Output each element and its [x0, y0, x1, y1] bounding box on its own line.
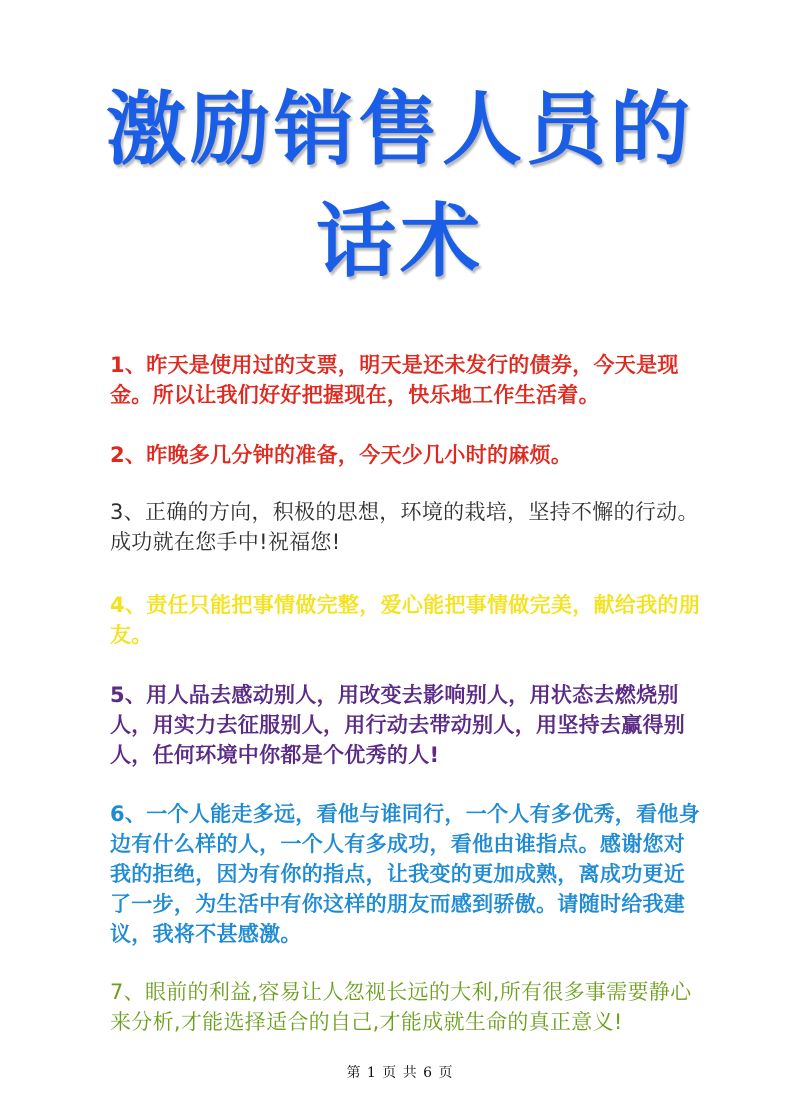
- document-title-line-2: 话术: [316, 195, 484, 288]
- paragraph-7: 7、眼前的利益,容易让人忽视长远的大利,所有很多事需要静心来分析,才能选择适合的自己,才能成就生命的真正意义!: [110, 980, 692, 1034]
- paragraph-6: 6、一个人能走多远，看他与谁同行，一个人有多优秀，看他身边有什么样的人，一个人有多成功，看他由谁指点。感谢您对我的拒绝，因为有你的指点，让我变的更加成熟，离成功更近了一步，为生活中有你这样的朋友而感到骄傲。请随时给我建议，我将不甚感激。: [110, 802, 701, 946]
- paragraph-1: 1、昨天是使用过的支票，明天是还未发行的债券，今天是现金。所以让我们好好把握现在，快乐地工作生活着。: [110, 353, 679, 407]
- document-title-line-1: 激励销售人员的: [106, 83, 694, 176]
- paragraph-3: 3、正确的方向，积极的思想，环境的栽培，坚持不懈的行动。成功就在您手中!祝福您!: [110, 500, 699, 554]
- paragraph-4: 4、责任只能把事情做完整，爱心能把事情做完美，献给我的朋友。: [110, 593, 701, 647]
- paragraph-2: 2、昨晚多几分钟的准备，今天少几小时的麻烦。: [110, 443, 573, 467]
- paragraph-5: 5、用人品去感动别人，用改变去影响别人，用状态去燃烧别人，用实力去征服别人，用行动去带动别人，用坚持去赢得别人，任何环境中你都是个优秀的人!: [110, 683, 686, 767]
- page-number-footer: 第 1 页 共 6 页: [346, 1065, 454, 1081]
